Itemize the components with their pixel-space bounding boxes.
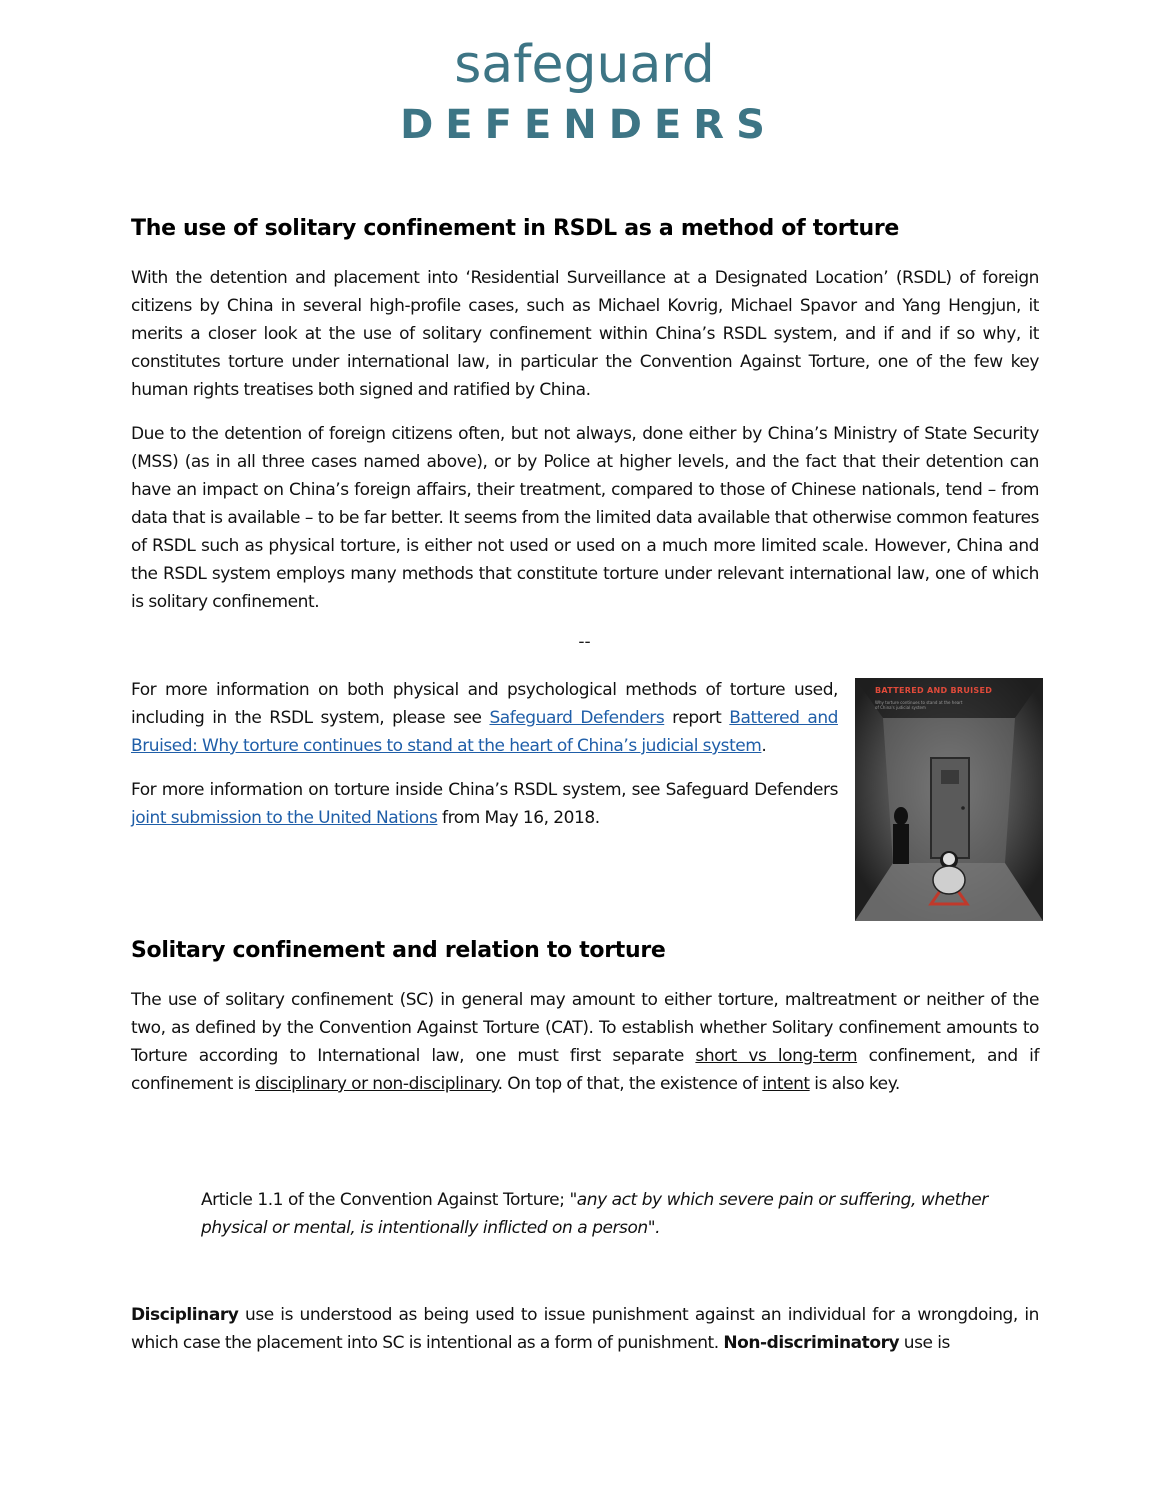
section2-paragraph-2 [131, 1301, 1039, 1357]
more-info-text: . [761, 736, 767, 756]
battered-and-bruised-link[interactable]: Battered and Bruised: Why torture continues to stand at the heart of China’s judicial system [131, 708, 838, 756]
logo-top-text: safeguard [454, 35, 715, 95]
section2-text: . On top of that, the existence of [497, 1074, 763, 1094]
section2-text: The use of solitary confinement (SC) in general may amount to either torture, maltreatment or neither of the two, as defined by the Convention Against Torture (CAT). To establish whether Solitary confinement amounts to Torture according to International law, one must first separate [131, 990, 1039, 1066]
underlined-term: disciplinary or non-disciplinary [254, 1074, 498, 1094]
safeguard-defenders-link[interactable]: Safeguard Defenders [489, 708, 665, 728]
section2-text: confinement, and if confinement is [131, 1046, 1039, 1094]
more-info-text: For more information on both physical and psychological methods of torture used, including in the RSDL system, please see [131, 680, 838, 728]
underlined-term: intent [762, 1074, 810, 1094]
cover-title: BATTERED AND BRUISED [875, 686, 993, 695]
section2-text: use is understood as being used to issue punishment against an individual for a wrongdoing, in which case the placement into SC is intentional as a form of punishment. [131, 1305, 1039, 1353]
safeguard-defenders-logo [0, 30, 1169, 150]
section2-paragraph-1 [131, 986, 1039, 1098]
quote-intro: Article 1.1 of the Convention Against Torture; [201, 1190, 570, 1210]
more-info-text: For more information on torture inside China’s RSDL system, see Safeguard Defenders [131, 780, 838, 800]
report-cover-image [855, 678, 1043, 921]
section2-text: use is [899, 1333, 950, 1353]
section1-paragraph-1: With the detention and placement into ‘Residential Surveillance at a Designated Location’ (RSDL) of foreign citizens by China in several high-profile cases, such as Michael Kovrig, Michael Spavor and Yang Hengjun, it merits a closer look at the use of solitary confinement within China’s RSDL system, and if and if so why, it constitutes torture under international law, in particular the Convention Against Torture, one of the few key human rights treatises both signed and ratified by China. [131, 268, 1039, 400]
separator: -- [578, 632, 591, 652]
cover-subtitle: Why torture continues to stand at the heart of China's judicial system [875, 700, 963, 710]
section1-heading: The use of solitary confinement in RSDL as a method of torture [131, 216, 900, 241]
section2-text: is also key. [809, 1074, 900, 1094]
section1-paragraph-2: Due to the detention of foreign citizens often, but not always, done either by China’s Ministry of State Security (MSS) (as in all three cases named above), or by Police at higher levels, and the fact that their detention can have an impact on China’s foreign affairs, their treatment, compared to those of Chinese nationals, tend – from data that is available – to be far better. It seems from the limited data available that otherwise common features of RSDL such as physical torture, is either not used or used on a much more limited scale. However, China and the RSDL system employs many methods that constitute torture under relevant international law, one of which is solitary confinement. [131, 424, 1039, 612]
cat-article-quote [201, 1186, 1039, 1242]
more-info-paragraph-1 [131, 676, 838, 760]
bold-term: Disciplinary [131, 1305, 239, 1325]
cover-illustration [855, 678, 1043, 921]
more-info-text: from May 16, 2018. [437, 808, 600, 828]
underlined-term: short vs long-term [695, 1046, 858, 1066]
more-info-paragraph-2 [131, 776, 838, 832]
logo-bottom-text: DEFENDERS [400, 102, 777, 148]
section2-heading: Solitary confinement and relation to torture [131, 938, 666, 963]
more-info-text: report [664, 708, 730, 728]
joint-submission-link[interactable]: joint submission to the United Nations [131, 808, 438, 828]
bold-term: Non-discriminatory [723, 1333, 900, 1353]
quote-text: "any act by which severe pain or suffering, whether physical or mental, is intentionally inflicted on a person". [201, 1190, 988, 1238]
